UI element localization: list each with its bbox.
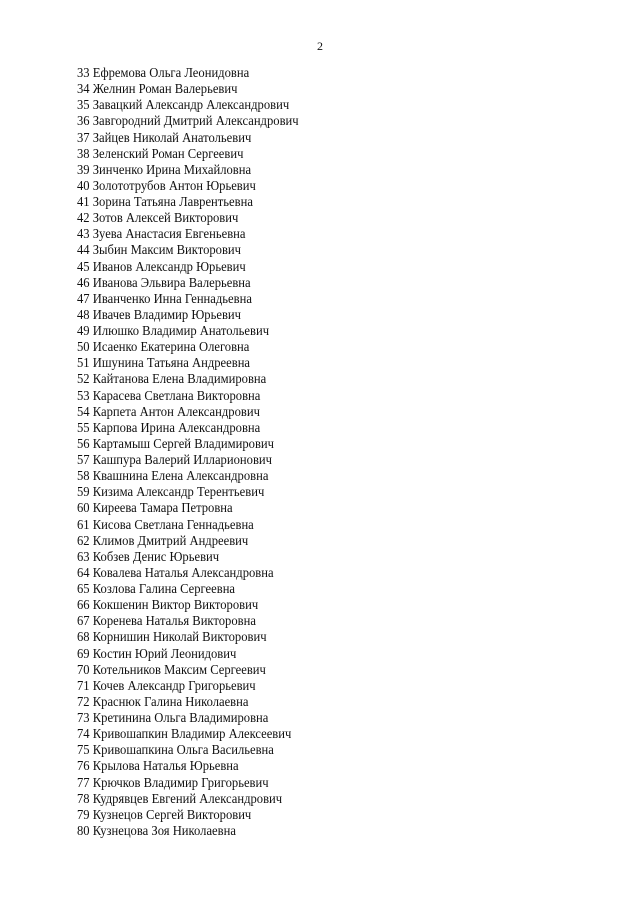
list-item: 49 Илюшко Владимир Анатольевич	[77, 324, 270, 339]
list-item: 59 Кизима Александр Терентьевич	[77, 485, 265, 501]
list-item: 62 Климов Дмитрий Андреевич	[77, 533, 249, 549]
page-number: 2	[317, 39, 323, 53]
list-item: 56 Картамыш Сергей Владимирович	[77, 436, 274, 452]
list-item: 45 Иванов Александр Юрьевич	[77, 259, 246, 275]
list-item: 68 Корнишин Николай Викторович	[77, 630, 267, 646]
name-list	[77, 66, 323, 840]
list-item: 63 Кобзев Денис Юрьевич	[77, 549, 220, 565]
list-item: 53 Карасева Светлана Викторовна	[77, 388, 261, 404]
list-item: 77 Крючков Владимир Григорьевич	[77, 775, 269, 791]
list-item: 37 Зайцев Николай Анатольевич	[77, 130, 252, 146]
list-item: 41 Зорина Татьяна Лаврентьевна	[77, 195, 253, 210]
list-item: 52 Кайтанова Елена Владимировна	[77, 372, 267, 388]
list-item: 43 Зуева Анастасия Евгеньевна	[77, 227, 246, 243]
list-item: 64 Ковалева Наталья Александровна	[77, 565, 274, 581]
list-item: 71 Кочев Александр Григорьевич	[77, 678, 256, 694]
list-item: 39 Зинченко Ирина Михайловна	[77, 162, 252, 178]
list-item: 79 Кузнецов Сергей Викторович	[77, 807, 252, 823]
list-item: 48 Ивачев Владимир Юрьевич	[77, 307, 241, 323]
list-item: 66 Кокшенин Виктор Викторович	[77, 598, 259, 614]
list-item: 80 Кузнецова Зоя Николаевна	[77, 823, 236, 839]
list-item: 67 Коренева Наталья Викторовна	[77, 614, 256, 630]
list-item: 57 Кашпура Валерий Илларионович	[77, 453, 272, 468]
list-item: 70 Котельников Максим Сергеевич	[77, 662, 266, 678]
list-item: 74 Кривошапкин Владимир Алексеевич	[77, 727, 292, 743]
list-item: 46 Иванова Эльвира Валерьевна	[77, 275, 251, 291]
list-item: 50 Исаенко Екатерина Олеговна	[77, 340, 250, 356]
list-item: 60 Киреева Тамара Петровна	[77, 501, 233, 517]
list-item: 72 Краснюк Галина Николаевна	[77, 694, 249, 710]
list-item: 61 Кисова Светлана Геннадьевна	[77, 517, 254, 533]
list-item: 55 Карпова Ирина Александровна	[77, 420, 261, 436]
list-item: 69 Костин Юрий Леонидович	[77, 646, 237, 662]
list-item: 51 Ишунина Татьяна Андреевна	[77, 356, 251, 372]
list-item: 73 Кретинина Ольга Владимировна	[77, 711, 269, 726]
list-item: 76 Крылова Наталья Юрьевна	[77, 759, 239, 775]
list-item: 36 Завгородний Дмитрий Александрович	[77, 114, 299, 130]
list-item: 47 Иванченко Инна Геннадьевна	[77, 291, 252, 307]
list-item: 40 Золототрубов Антон Юрьевич	[77, 178, 256, 194]
list-item: 42 Зотов Алексей Викторович	[77, 211, 239, 227]
list-item: 38 Зеленский Роман Сергеевич	[77, 146, 244, 162]
list-item: 44 Зыбин Максим Викторович	[77, 243, 242, 259]
list-item: 75 Кривошапкина Ольга Васильевна	[77, 743, 274, 759]
list-item: 34 Желнин Роман Валерьевич	[77, 82, 238, 98]
list-item: 33 Ефремова Ольга Леонидовна	[77, 66, 250, 81]
list-item: 65 Козлова Галина Сергеевна	[77, 582, 236, 597]
list-item: 58 Квашнина Елена Александровна	[77, 469, 269, 485]
list-item: 78 Кудрявцев Евгений Александрович	[77, 791, 283, 807]
list-item: 54 Карпета Антон Александрович	[77, 404, 260, 420]
list-item: 35 Завацкий Александр Александрович	[77, 98, 290, 114]
